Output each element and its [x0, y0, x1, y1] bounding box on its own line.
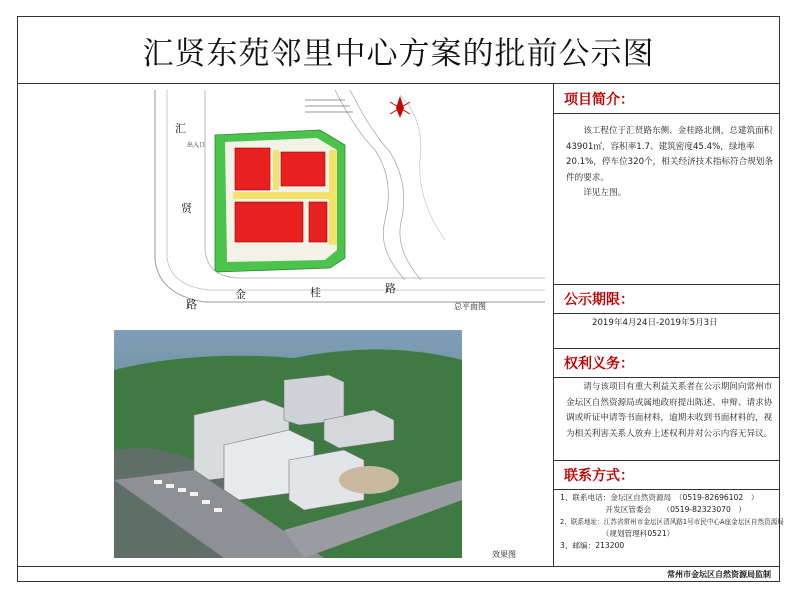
intro-heading: 项目简介：	[554, 84, 780, 114]
road-label-char: 桂	[310, 286, 321, 299]
aerial-rendering	[114, 330, 462, 558]
contact-phone-1: 1、联系电话：金坛区自然资源局 （0519-82696102 ）	[560, 493, 759, 502]
footer	[18, 566, 779, 582]
period-text: 2019年4月24日-2019年5月3日	[592, 318, 718, 328]
rights-text: 请与该项目有重大利益关系者在公示期间向常州市金坛区自然资源局或属地政府提出陈述、申辩、请求协调或听证申请等书面材料，逾期未收到书面材料的，视为相关利害关系人放弃上述权利并对公示内容无异议。	[566, 382, 773, 439]
building-block-4	[309, 202, 327, 242]
period-heading: 公示期限：	[554, 284, 780, 314]
intro-text: 该工程位于汇贤路东侧、金桂路北侧，总建筑面积43901㎡，容积率1.7、建筑密度45.4%，绿地率20.1%，停车位320个，相关经济技术指标符合规划条件的要求。	[566, 126, 773, 183]
road-label-char: 汇	[175, 122, 186, 135]
road-label-char: 金	[235, 288, 246, 301]
building-block-2	[281, 152, 325, 186]
road-label-char: 路	[186, 298, 197, 311]
intro-see-left: 详见左图。	[583, 188, 627, 198]
page-title: 汇贤东苑邻里中心方案的批前公示图	[18, 17, 779, 84]
site-plan-caption: 总平面图	[454, 302, 486, 311]
road-label-char: 路	[385, 282, 396, 295]
info-panel	[553, 84, 784, 566]
site-plan	[145, 90, 545, 305]
road-label-char: 贤	[181, 202, 192, 215]
rights-heading: 权利义务：	[554, 348, 780, 378]
contact-heading: 联系方式：	[554, 460, 780, 490]
entrance-label: 出入口	[187, 142, 206, 149]
contact-address: 2、联系地址：江苏省常州市金坛区清风路1号市民中心A座金坛区自然资源局	[560, 518, 784, 526]
contact-body	[560, 492, 784, 552]
intro-body	[566, 124, 776, 202]
footer-issuer: 常州市金坛区自然资源局监制	[667, 570, 771, 579]
building-block-1	[235, 148, 270, 190]
contact-address-2: （规划管理科0521）	[560, 529, 675, 538]
rendering-caption: 效果图	[492, 550, 516, 559]
contact-postcode: 3、邮编：213200	[560, 541, 625, 550]
contact-phone-2: 开发区管委会 （0519-82323070 ）	[560, 505, 747, 514]
building-block-3	[235, 202, 303, 242]
